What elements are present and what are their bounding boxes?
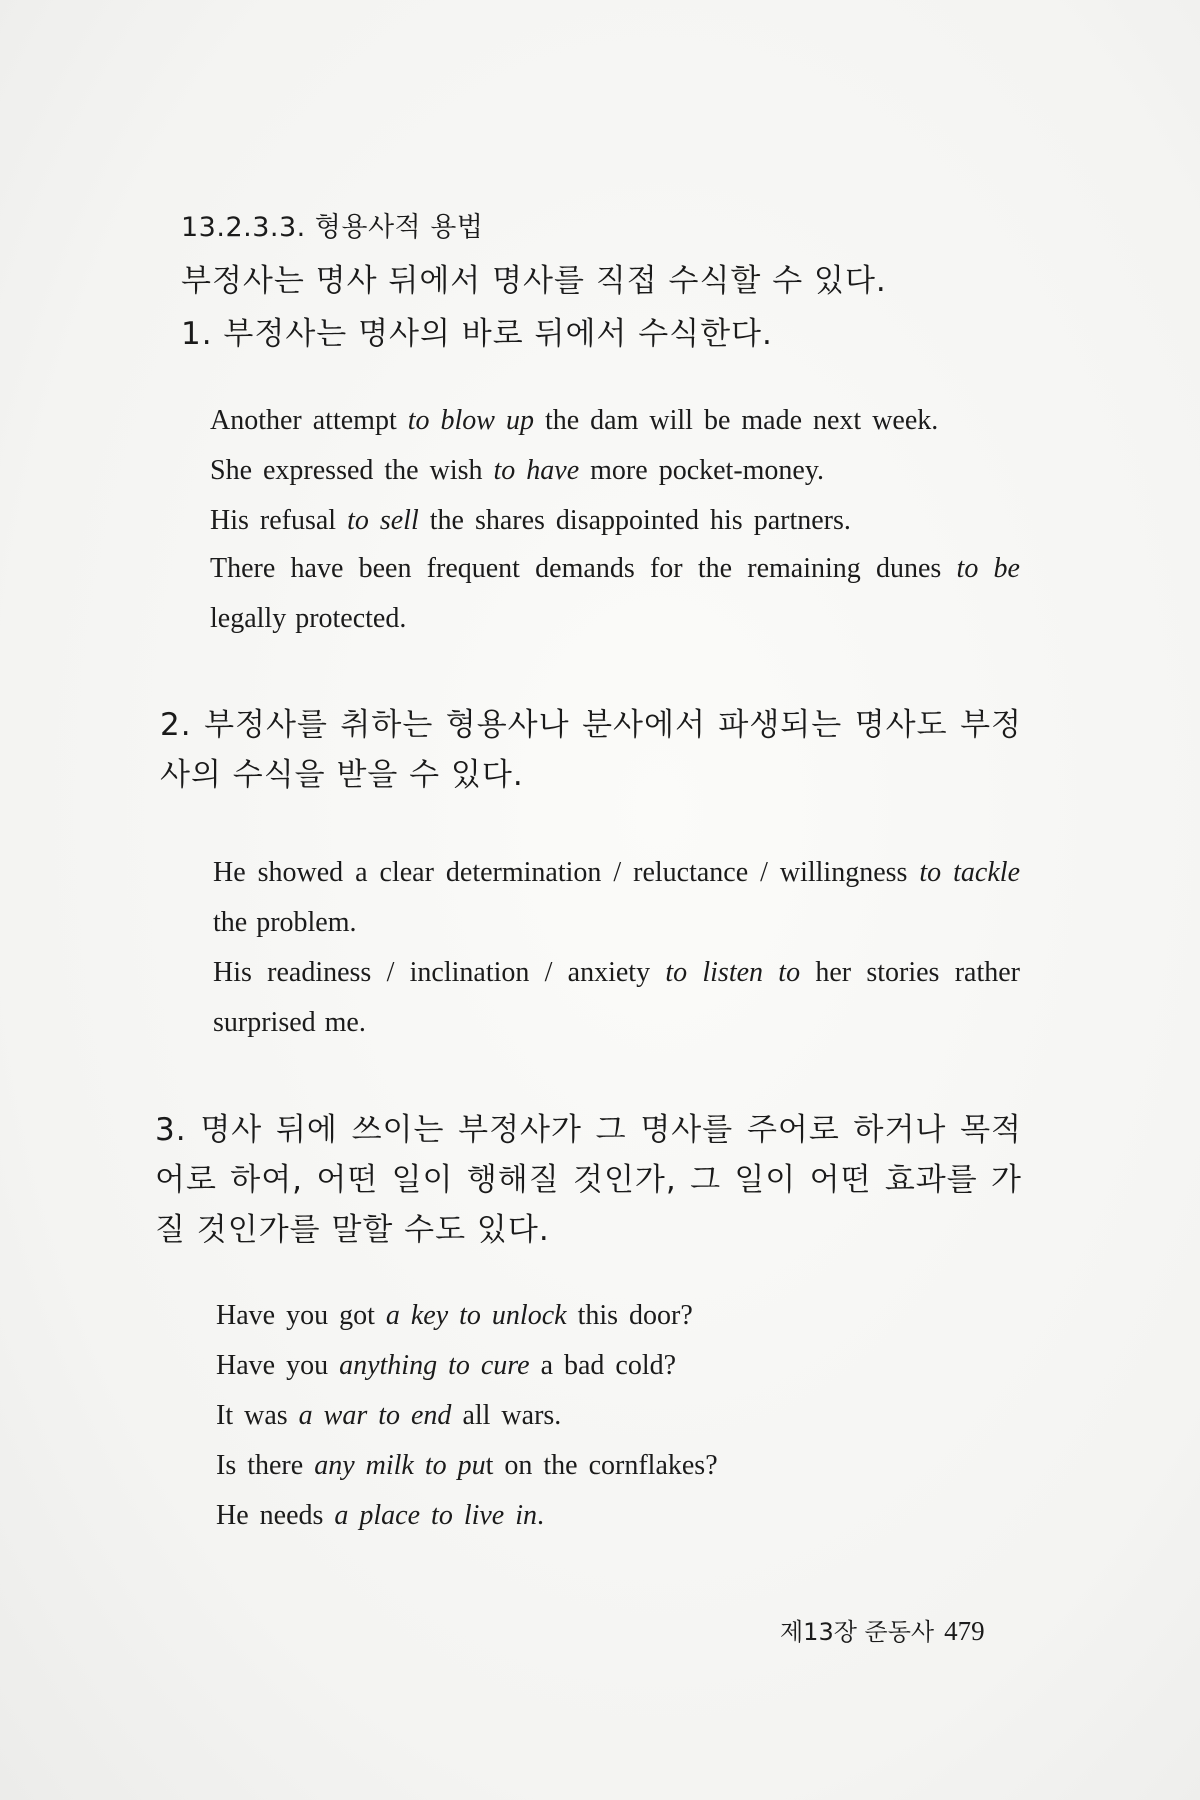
- section-heading: 13.2.3.3. 형용사적 용법: [181, 212, 484, 243]
- example-line: Another attempt to blow up the dam will be made next week.: [210, 405, 939, 436]
- section-intro: 부정사는 명사 뒤에서 명사를 직접 수식할 수 있다.: [181, 263, 887, 299]
- point3-title: 3. 명사 뒤에 쓰이는 부정사가 그 명사를 주어로 하거나 목적어로 하여, 어떤 일이 행해질 것인가, 그 일이 어떤 효과를 가질 것인가를 말할 수도 있다.: [155, 1112, 1022, 1248]
- page-number: 479: [944, 1616, 985, 1646]
- example-paragraph: There have been frequent demands for the remaining dunes to be legally protected.: [210, 553, 1020, 634]
- example-line: Have you anything to cure a bad cold?: [216, 1350, 677, 1381]
- example-line: His refusal to sell the shares disappointed his partners.: [210, 505, 851, 536]
- example-line: It was a war to end all wars.: [216, 1400, 562, 1431]
- example-line: Have you got a key to unlock this door?: [216, 1300, 693, 1331]
- page-footer: [780, 1612, 985, 1647]
- point2-title: 2. 부정사를 취하는 형용사나 분사에서 파생되는 명사도 부정사의 수식을 받을 수 있다.: [160, 707, 1022, 793]
- chapter-label: 제13장 준동사: [780, 1618, 935, 1646]
- example-line: Is there any milk to put on the cornflakes?: [216, 1450, 718, 1481]
- example-paragraph: He showed a clear determination / reluctance / willingness to tackle the problem.: [213, 857, 1020, 938]
- example-paragraph: His readiness / inclination / anxiety to listen to her stories rather surprised me.: [213, 957, 1020, 1038]
- example-line: She expressed the wish to have more pocket-money.: [210, 455, 825, 486]
- example-line: He needs a place to live in.: [216, 1500, 545, 1531]
- point1-title: 1. 부정사는 명사의 바로 뒤에서 수식한다.: [181, 316, 773, 352]
